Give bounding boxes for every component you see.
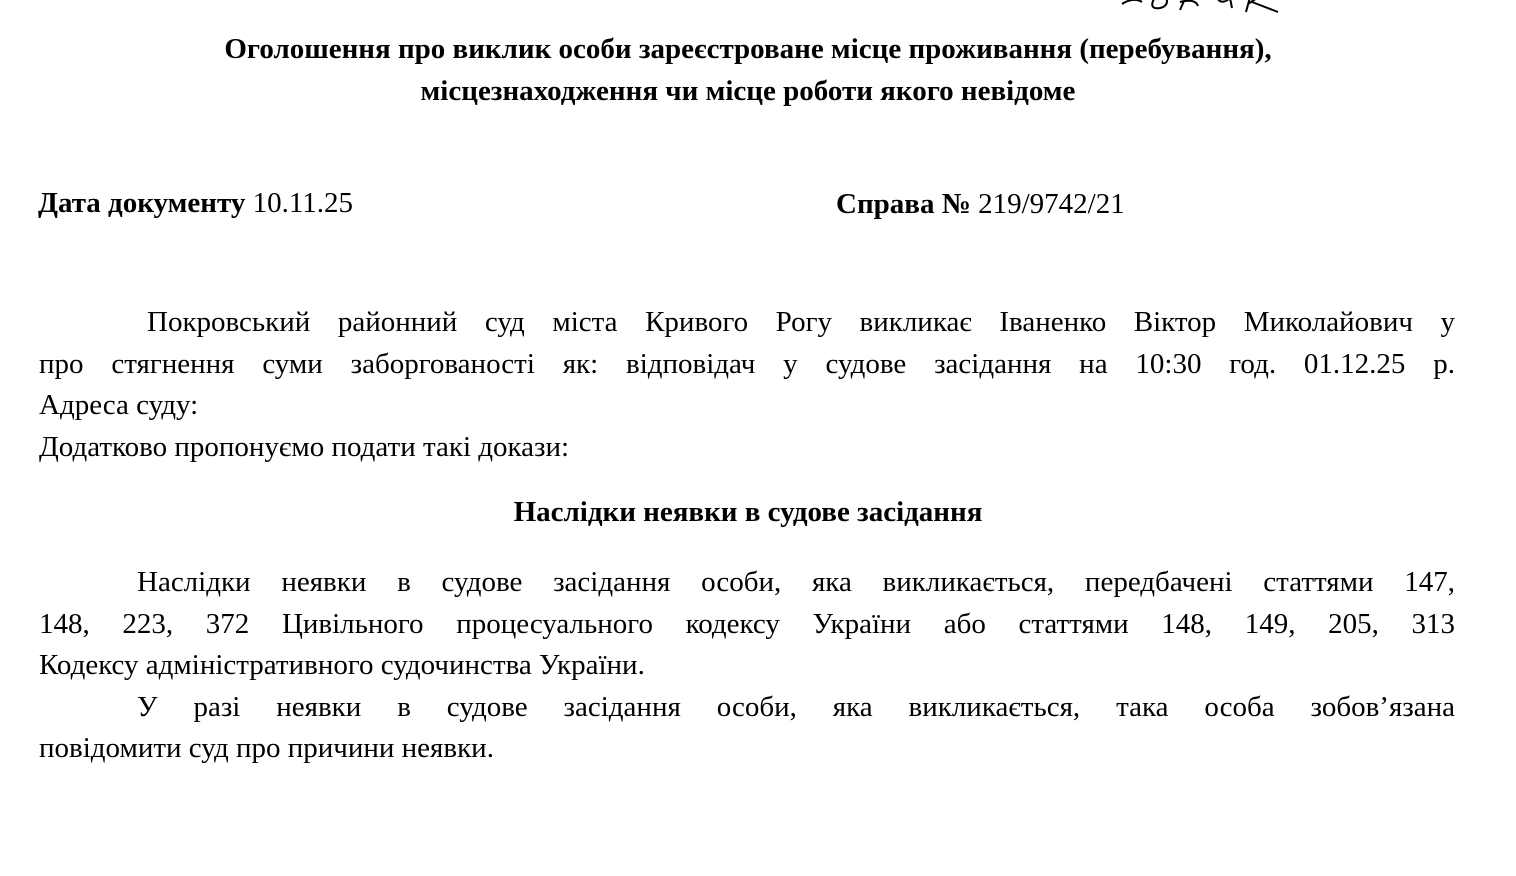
consequences-p1-line-2: 148, 223, 372 Цивільного процесуального кодексу України або статтями 148, 149, 205, 313 [39, 607, 1455, 640]
document-title [40, 28, 1456, 112]
consequences-p1-line-3: Кодексу адміністративного судочинства України. [39, 649, 645, 681]
document-date [38, 183, 353, 223]
court-address-line: Адреса суду: [39, 389, 199, 421]
title-line-2: місцезнаходження чи місце роботи якого невідоме [420, 75, 1076, 107]
handwritten-signature-icon [1118, 0, 1288, 18]
case-value: 219/9742/21 [978, 188, 1125, 220]
consequences-text [39, 562, 1455, 770]
consequences-p1-line-1: Наслідки неявки в судове засідання особи, яка викликається, передбачені статтями 147, [137, 566, 1455, 598]
consequences-p2-line-1: У разі неявки в судове засідання особи, яка викликається, така особа зобов’язана [137, 690, 1455, 723]
summons-paragraph [39, 302, 1455, 468]
date-label: Дата документу [38, 187, 246, 219]
case-number [836, 184, 1125, 224]
summons-line-2: про стягнення суми заборгованості як: відповідач у судове засідання на 10:30 год. 01.12.25 р. [39, 347, 1455, 380]
date-value: 10.11.25 [252, 187, 354, 219]
title-line-1: Оголошення про виклик особи зареєстроване місце проживання (перебування), [224, 33, 1272, 65]
evidence-line: Додатково пропонуємо подати такі докази: [39, 430, 570, 463]
section-title: Наслідки неявки в судове засідання [513, 496, 983, 528]
summons-line-1: Покровський районний суд міста Кривого Рогу викликає Іваненко Віктор Миколайович у [147, 306, 1455, 338]
consequences-p2-line-2: повідомити суд про причини неявки. [39, 732, 494, 764]
case-label: Справа № [836, 188, 971, 220]
